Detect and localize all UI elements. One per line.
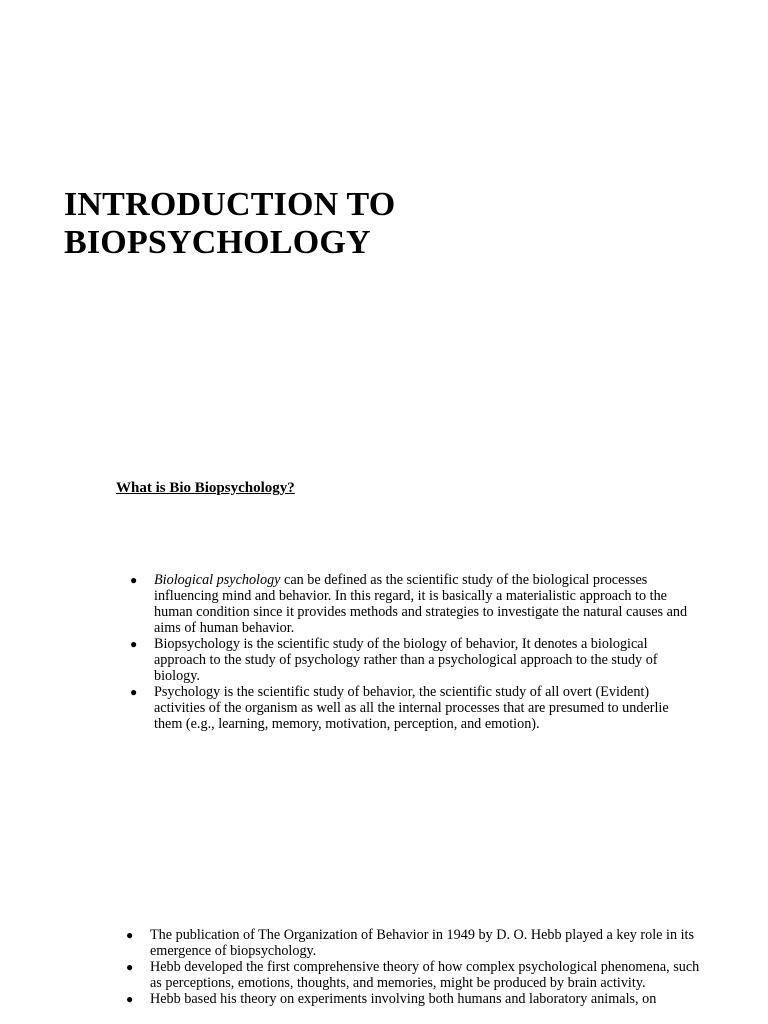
bullet-icon: ● — [126, 960, 134, 974]
list-item-text: can be defined as the scientific study of the biological processes influencing mind and behavior. In this regard, it is basically a materialistic approach to the human condition since it provides methods and strategies to investigate the natural causes and aims of human behavior. — [154, 572, 688, 636]
page-title-line-2: BIOPSYCHOLOGY — [64, 224, 371, 261]
bullet-icon: ● — [130, 685, 138, 699]
bullet-icon: ● — [130, 637, 138, 651]
list-item-text: The publication of The Organization of Behavior in 1949 by D. O. Hebb played a key role in its emergence of biopsychology. — [150, 927, 694, 959]
bullet-icon: ● — [130, 573, 138, 587]
page-title — [64, 186, 704, 262]
list-item-text: Hebb developed the first comprehensive theory of how complex psychological phenomena, such as perceptions, emotions, thoughts, and memories, might be produced by brain activity. — [150, 959, 700, 991]
list-item-text: Hebb based his theory on experiments involving both humans and laboratory animals, on — [150, 991, 657, 1007]
list-item-text: Biopsychology is the scientific study of the biology of behavior, It denotes a biological approach to the study of psychology rather than a psychological approach to the study of biology. — [154, 636, 658, 684]
list-item — [128, 572, 698, 636]
list-item — [124, 959, 704, 991]
list-item-italic-term: Biological psychology — [154, 572, 281, 588]
list-item — [128, 684, 698, 732]
page-title-line-1: INTRODUCTION TO — [64, 186, 396, 223]
bullet-list-definitions — [128, 572, 698, 732]
section-heading: What is Bio Biopsychology? — [116, 480, 295, 496]
bullet-icon: ● — [126, 928, 134, 942]
list-item — [128, 636, 698, 684]
list-item-text: Psychology is the scientific study of behavior, the scientific study of all overt (Evident) activities of the organism as well as all the internal processes that are presumed to underlie them (e.g., learning, memory, motivation, perception, and emotion). — [154, 684, 669, 732]
list-item — [124, 991, 704, 1007]
bullet-list-history — [124, 927, 704, 1007]
list-item — [124, 927, 704, 959]
bullet-icon: ● — [126, 992, 134, 1006]
